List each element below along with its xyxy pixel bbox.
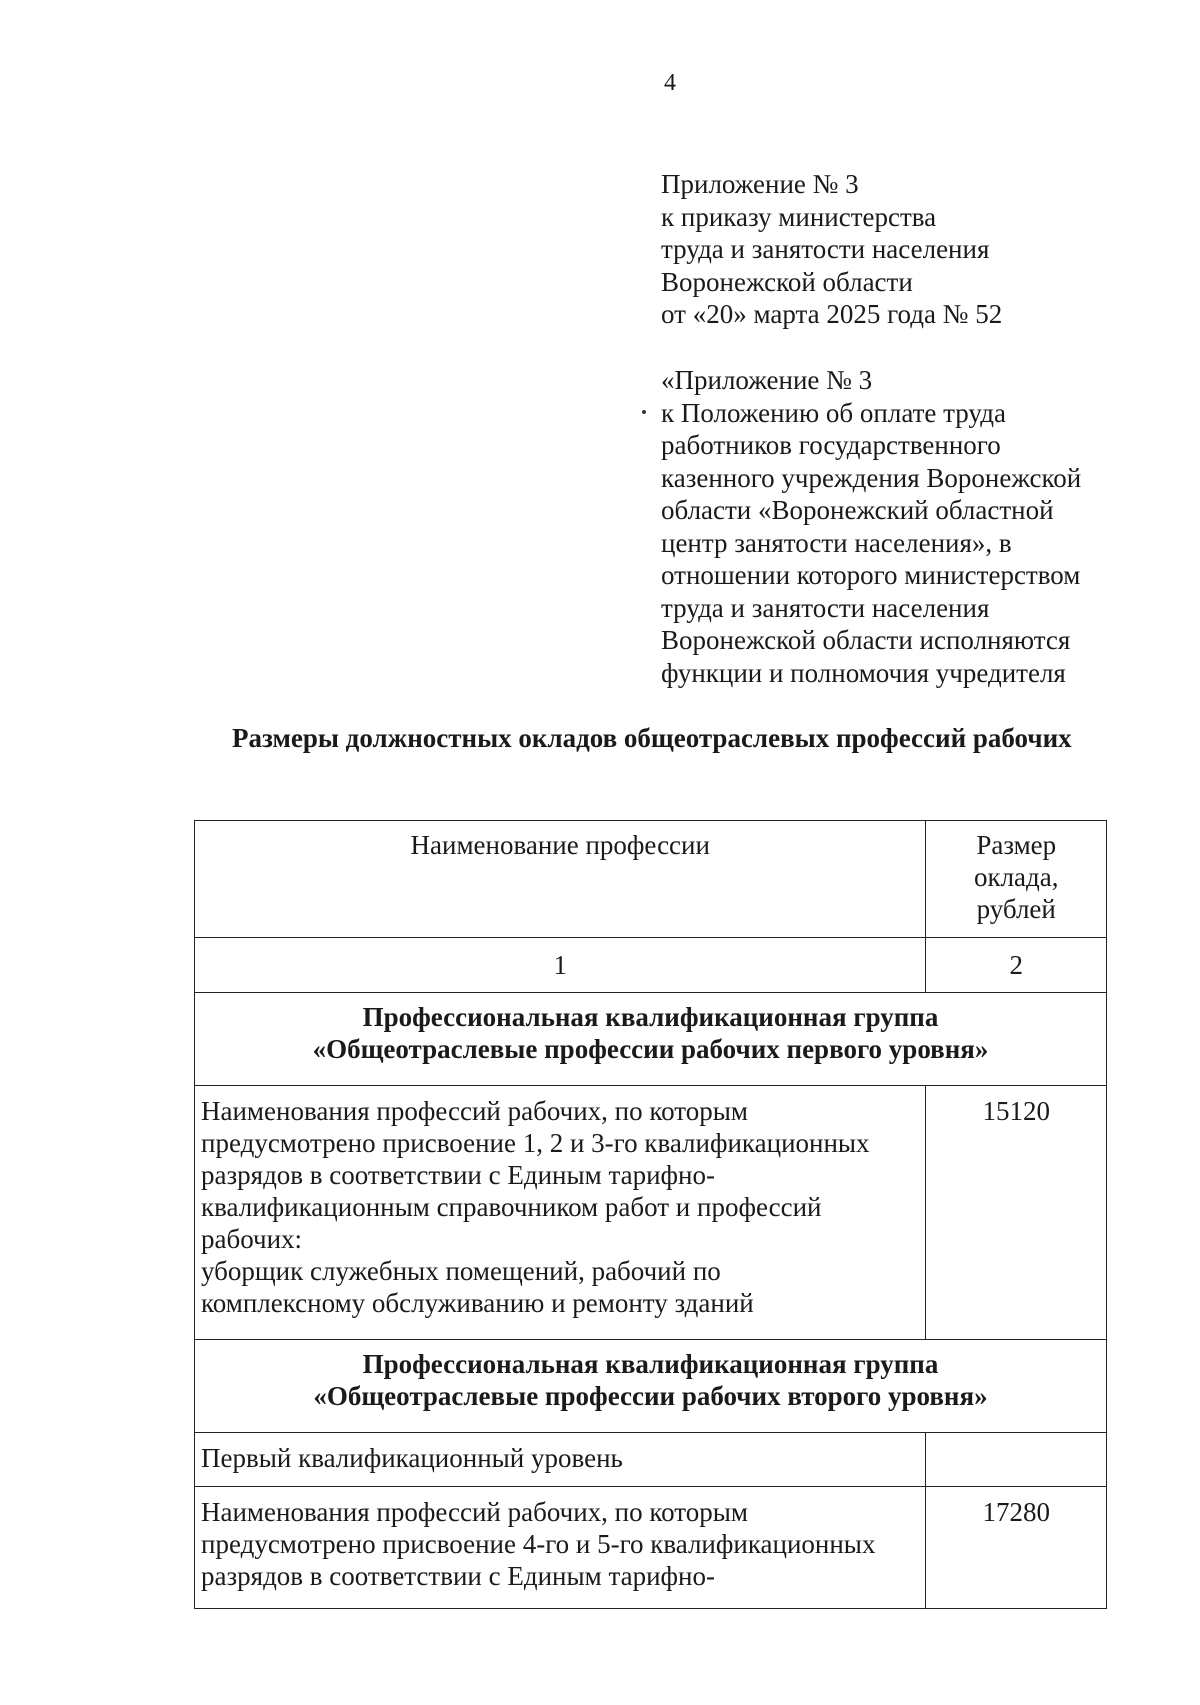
appendix-line: Воронежской области исполняются [661,625,1071,655]
empty-salary-cell [926,1433,1107,1487]
description-line: разрядов в соответствии с Единым тарифно- [201,1160,715,1190]
document-title: Размеры должностных окладов общеотраслевых профессий рабочих [232,723,1072,753]
table-row [195,1487,1107,1609]
appendix-line: работников государственного [661,430,1001,460]
qualification-level-row [195,1433,1107,1487]
appendix-line: функции и полномочия учредителя [661,657,1066,688]
appendix-line: труда и занятости населения [661,234,990,264]
qualification-level: Первый квалификационный уровень [195,1433,926,1487]
description-line: Наименования профессий рабочих, по которым [201,1497,748,1527]
description-line: разрядов в соответствии с Единым тарифно- [201,1561,715,1591]
appendix-line: Воронежской области [661,266,913,297]
column-number: 1 [195,938,926,993]
appendix-line: Приложение № 3 [661,169,859,199]
description-line: квалификационным справочником работ и профессий [201,1192,822,1222]
appendix-line: «Приложение № 3 [661,365,873,395]
appendix-line: к Положению об оплате труда [661,397,1006,428]
column-number: 2 [926,938,1107,993]
header-salary-line: оклада, [973,862,1059,892]
column-number-row [195,938,1107,993]
appendix-line: к приказу министерства [661,201,937,232]
description-line: предусмотрено присвоение 1, 2 и 3-го квалификационных [201,1128,870,1158]
appendix-line: казенного учреждения Воронежской [661,462,1082,493]
group-heading-line: Профессиональная квалификационная группа [362,1349,939,1379]
profession-description [195,1086,926,1340]
description-line: предусмотрено присвоение 4-го и 5-го квалификационных [201,1529,876,1559]
group-heading [195,1340,1107,1433]
header-salary-line: Размер [976,830,1057,860]
appendix-line: отношении которого министерством [661,560,1081,590]
description-line: комплексному обслуживанию и ремонту зданий [201,1288,754,1318]
profession-description [195,1487,926,1609]
appendix-line: труда и занятости населения [661,592,990,623]
salary-amount: 15120 [926,1086,1107,1340]
appendix-line: от «20» марта 2025 года № 52 [661,299,1003,329]
header-salary-line: рублей [976,894,1056,924]
group-heading [195,993,1107,1086]
stray-dot-mark [642,410,646,414]
description-line: уборщик служебных помещений, рабочий по [201,1256,721,1286]
group-heading-row [195,993,1107,1086]
table-header-row [195,821,1107,938]
salary-amount: 17280 [926,1487,1107,1609]
appendix-line: центр занятости населения», в [661,527,1012,558]
page-number: 4 [664,70,676,96]
appendix-line: области «Воронежский областной [661,495,1054,525]
header-profession-name: Наименование профессии [195,821,926,938]
group-heading-row [195,1340,1107,1433]
group-heading-line: Профессиональная квалификационная группа [362,1002,939,1032]
table-row [195,1086,1107,1340]
group-heading-line: «Общеотраслевые профессии рабочих второго уровня» [313,1381,988,1411]
appendix-regulation-block [661,364,1081,689]
header-salary [926,821,1107,938]
salary-table [194,820,1107,1609]
description-line: рабочих: [201,1224,303,1254]
group-heading-line: «Общеотраслевые профессии рабочих первого уровня» [312,1034,989,1064]
appendix-order-block [661,168,1002,331]
description-line: Наименования профессий рабочих, по которым [201,1096,748,1126]
